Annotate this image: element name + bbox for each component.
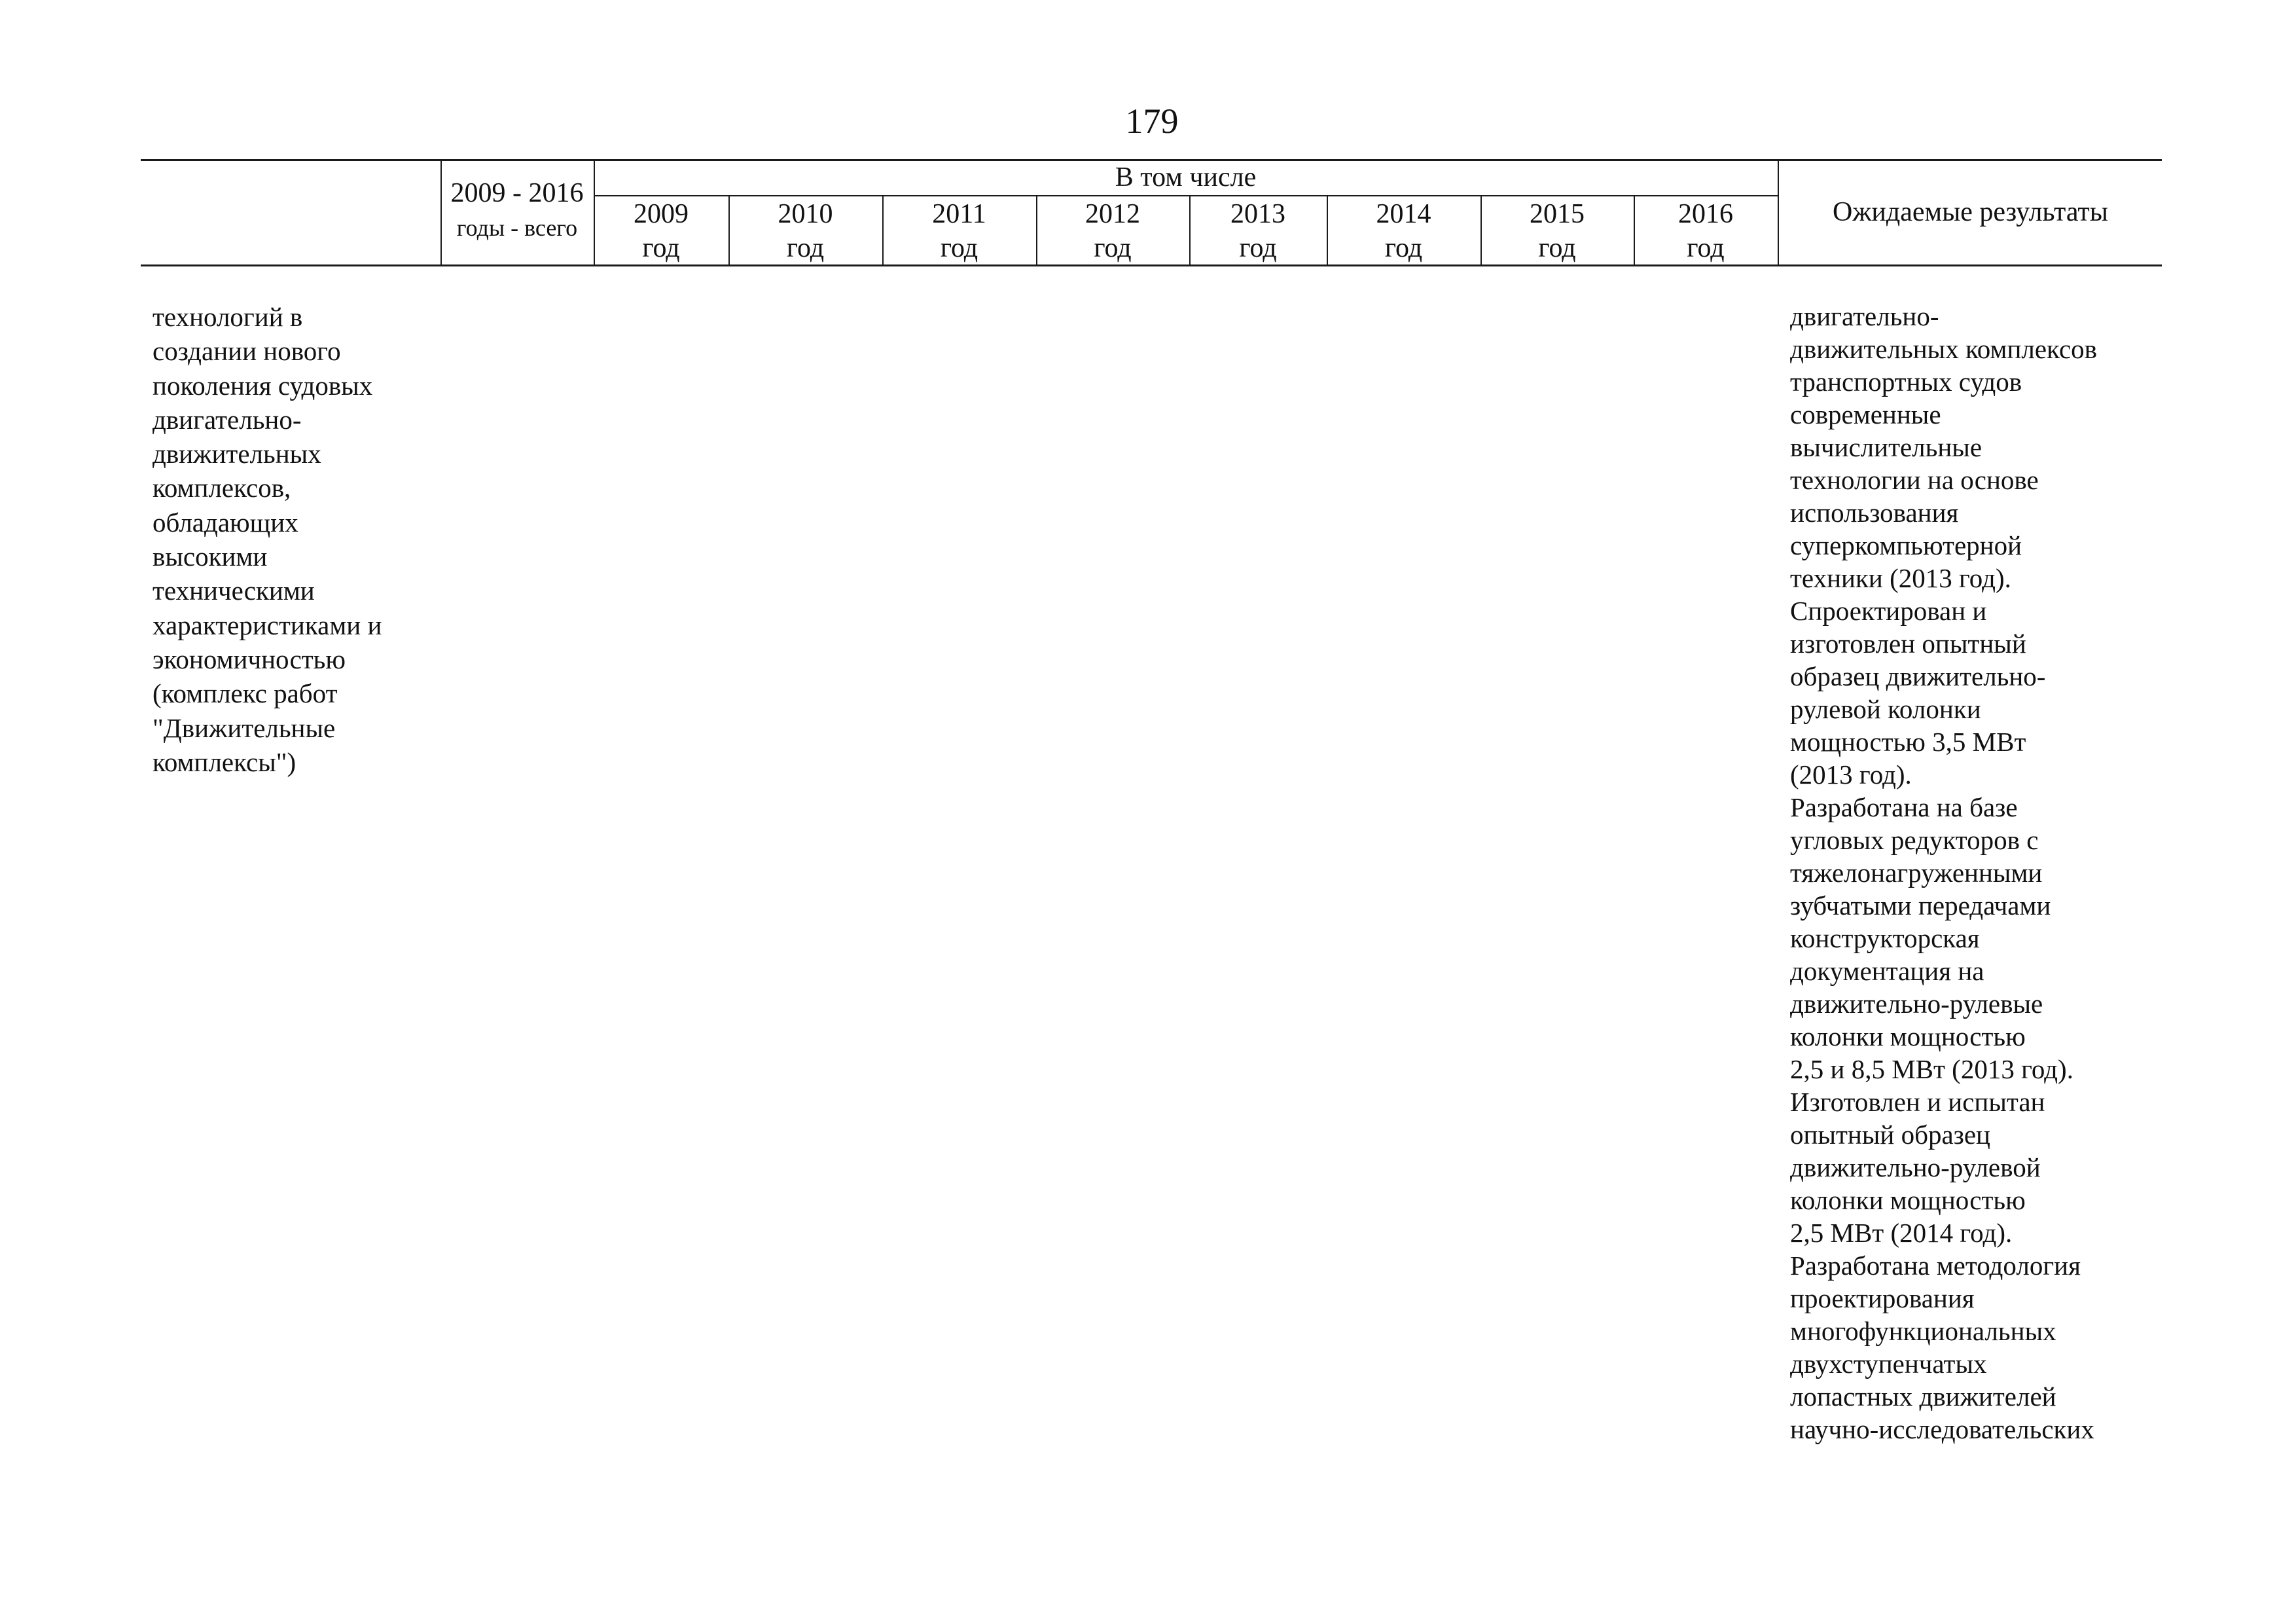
year-unit: год — [786, 233, 825, 263]
year-header-2009 — [594, 197, 728, 265]
year-value: 2010 — [778, 199, 833, 229]
year-unit: год — [940, 233, 978, 263]
total-header-years: 2009 - 2016 — [450, 178, 584, 208]
year-value: 2013 — [1230, 199, 1285, 229]
year-header-2012 — [1036, 197, 1189, 265]
year-header-2016 — [1634, 197, 1778, 265]
results-header: Ожидаемые результаты — [1833, 197, 2108, 227]
year-unit: год — [1094, 233, 1132, 263]
year-unit: год — [1239, 233, 1277, 263]
year-header-2014 — [1327, 197, 1480, 265]
page-number: 179 — [1125, 101, 1179, 141]
year-value: 2014 — [1376, 199, 1431, 229]
year-unit: год — [1687, 233, 1725, 263]
total-header-label: годы - всего — [456, 215, 578, 241]
year-unit: год — [1384, 233, 1423, 263]
year-value: 2012 — [1085, 199, 1140, 229]
year-header-2010 — [728, 197, 882, 265]
year-value: 2015 — [1530, 199, 1585, 229]
table-header — [141, 159, 2162, 266]
year-unit: год — [642, 233, 680, 263]
year-value: 2009 — [634, 199, 689, 229]
year-unit: год — [1538, 233, 1576, 263]
including-header: В том числе — [1115, 162, 1257, 192]
total-header — [442, 175, 592, 245]
year-value: 2016 — [1678, 199, 1733, 229]
year-header-2013 — [1189, 197, 1327, 265]
program-description: технологий в создании нового поколения судовых двигательно- движительных комплексов, обладающих высокими техническими характеристиками и экономичностью (комплекс работ "Движительные комплексы") — [152, 302, 382, 777]
subheader-rule — [594, 195, 1778, 196]
expected-results-text: двигательно- движительных комплексов транспортных судов современные вычислительные технологии на основе использования суперкомпьютерной техники (2013 год). Спроектирован и изготовлен опытный образец движительно- рулевой колонки мощностью 3,5 МВт (2013 год). Разработана на базе угловых редукторов с тяжелонагруженными зубчатыми передачами конструкторская документация на движительно-рулевые колонки мощностью 2,5 и 8,5 МВт (2013 год). Изготовлен и испытан опытный образец движительно-рулевой колонки мощностью 2,5 МВт (2014 год). Разработана методология проектирования многофункциональных двухступенчатых лопастных движителей научно-исследовательских — [1790, 301, 2097, 1444]
year-value: 2011 — [932, 199, 986, 229]
year-header-2011 — [882, 197, 1036, 265]
year-header-2015 — [1480, 197, 1634, 265]
